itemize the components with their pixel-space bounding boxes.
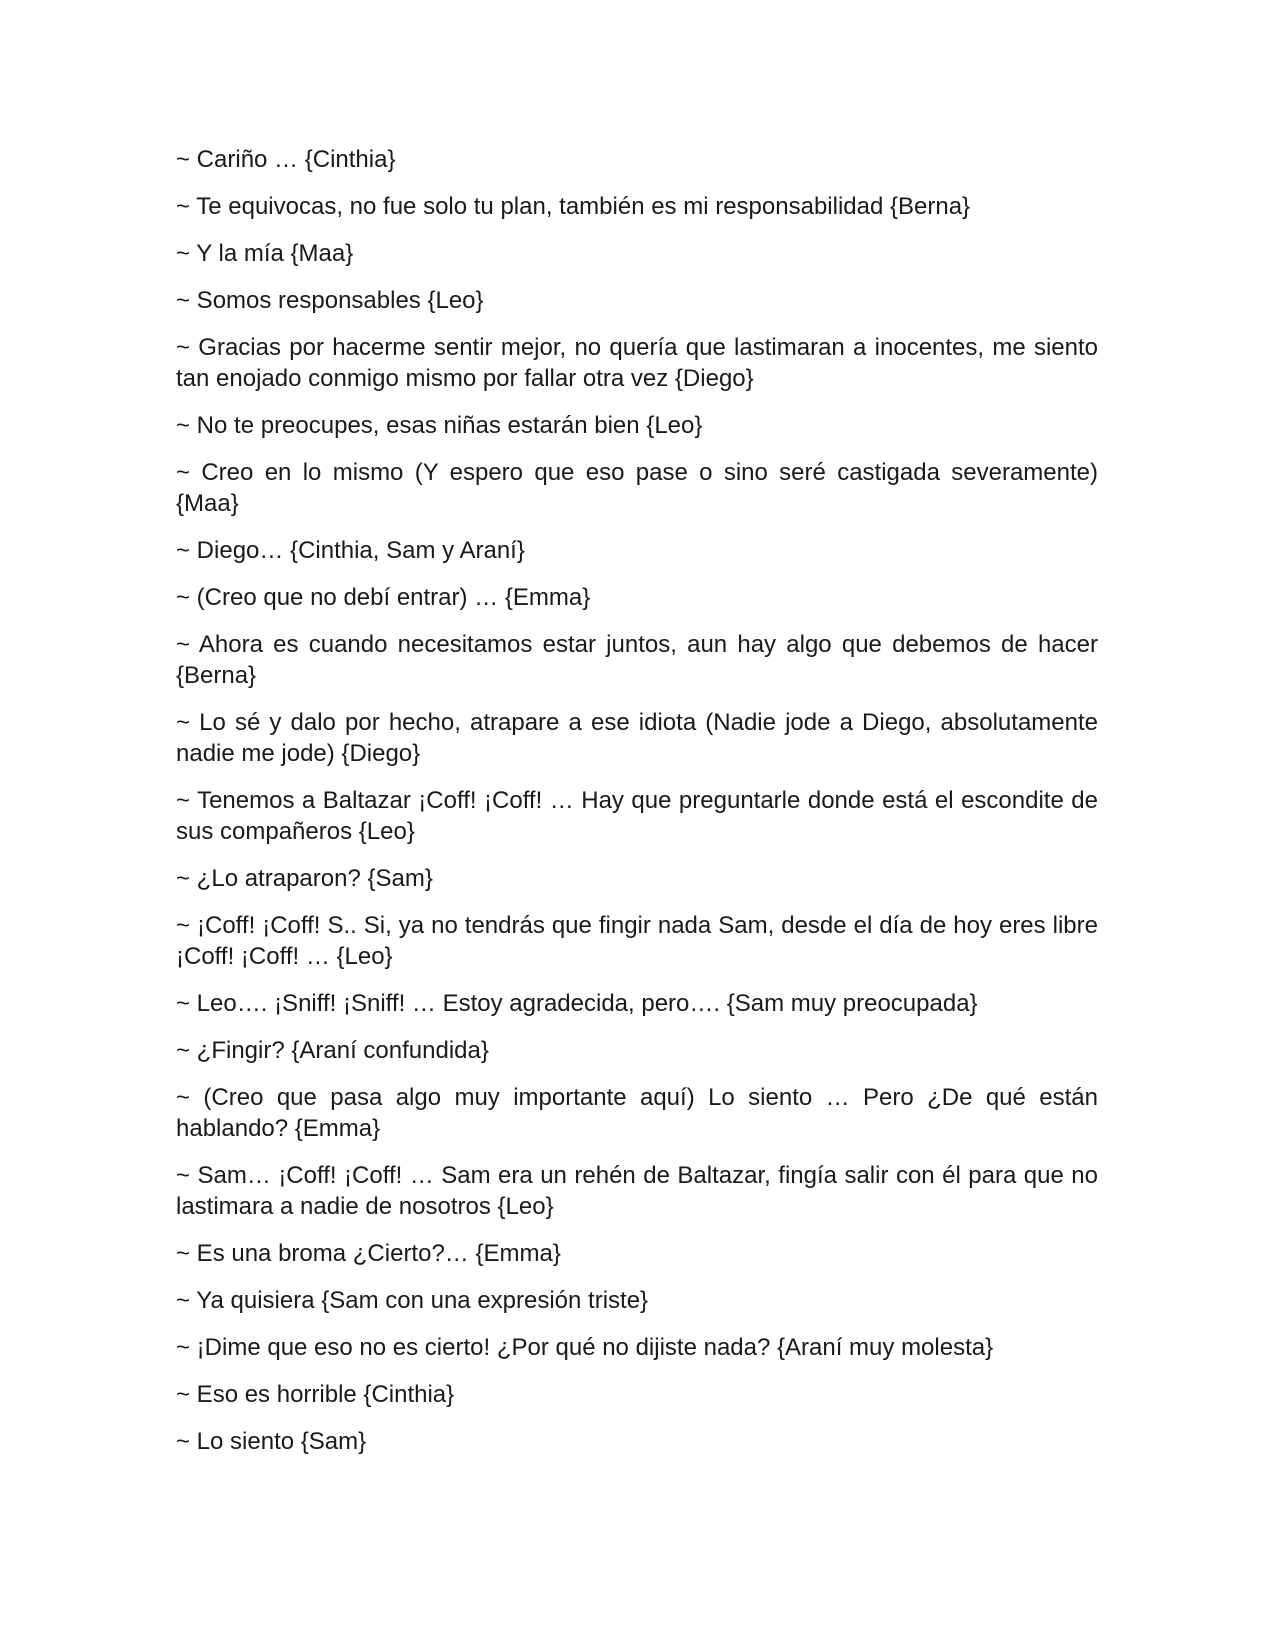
dialogue-line: ~ Somos responsables {Leo} <box>176 287 484 314</box>
dialogue-line: ~ Tenemos a Baltazar ¡Coff! ¡Coff! … Hay que preguntarle donde está el escondite de sus compañeros {Leo} <box>176 787 1098 845</box>
dialogue-line: ~ Cariño … {Cinthia} <box>176 146 396 173</box>
dialogue-line: ~ Leo…. ¡Sniff! ¡Sniff! … Estoy agradecida, pero…. {Sam muy preocupada} <box>176 990 978 1017</box>
dialogue-line: ~ ¡Dime que eso no es cierto! ¿Por qué no dijiste nada? {Araní muy molesta} <box>176 1334 994 1361</box>
dialogue-line: ~ ¿Lo atraparon? {Sam} <box>176 865 433 892</box>
dialogue-line: ~ Sam… ¡Coff! ¡Coff! … Sam era un rehén de Baltazar, fingía salir con él para que no lastimara a nadie de nosotros {Leo} <box>176 1162 1098 1220</box>
dialogue-line: ~ Diego… {Cinthia, Sam y Araní} <box>176 537 525 564</box>
dialogue-line: ~ Es una broma ¿Cierto?… {Emma} <box>176 1240 561 1267</box>
dialogue-line: ~ Y la mía {Maa} <box>176 240 354 267</box>
dialogue-line: ~ Eso es horrible {Cinthia} <box>176 1381 455 1408</box>
dialogue-line: ~ Lo siento {Sam} <box>176 1428 367 1455</box>
dialogue-line: ~ Ahora es cuando necesitamos estar juntos, aun hay algo que debemos de hacer {Berna} <box>176 631 1098 689</box>
dialogue-line: ~ (Creo que no debí entrar) … {Emma} <box>176 584 591 611</box>
dialogue-line: ~ ¿Fingir? {Araní confundida} <box>176 1037 489 1064</box>
dialogue-line: ~ No te preocupes, esas niñas estarán bien {Leo} <box>176 412 703 439</box>
dialogue-line: ~ Gracias por hacerme sentir mejor, no quería que lastimaran a inocentes, me siento tan enojado conmigo mismo por fallar otra vez {Diego} <box>176 334 1098 392</box>
dialogue-text-body <box>176 144 1098 1473</box>
dialogue-line: ~ ¡Coff! ¡Coff! S.. Si, ya no tendrás que fingir nada Sam, desde el día de hoy eres libre ¡Coff! ¡Coff! … {Leo} <box>176 912 1098 970</box>
dialogue-line: ~ (Creo que pasa algo muy importante aquí) Lo siento … Pero ¿De qué están hablando? {Emma} <box>176 1084 1098 1142</box>
dialogue-line: ~ Lo sé y dalo por hecho, atrapare a ese idiota (Nadie jode a Diego, absolutamente nadie me jode) {Diego} <box>176 709 1098 767</box>
dialogue-line: ~ Creo en lo mismo (Y espero que eso pase o sino seré castigada severamente) {Maa} <box>176 459 1098 517</box>
dialogue-line: ~ Ya quisiera {Sam con una expresión triste} <box>176 1287 649 1314</box>
dialogue-line: ~ Te equivocas, no fue solo tu plan, también es mi responsabilidad {Berna} <box>176 193 971 220</box>
